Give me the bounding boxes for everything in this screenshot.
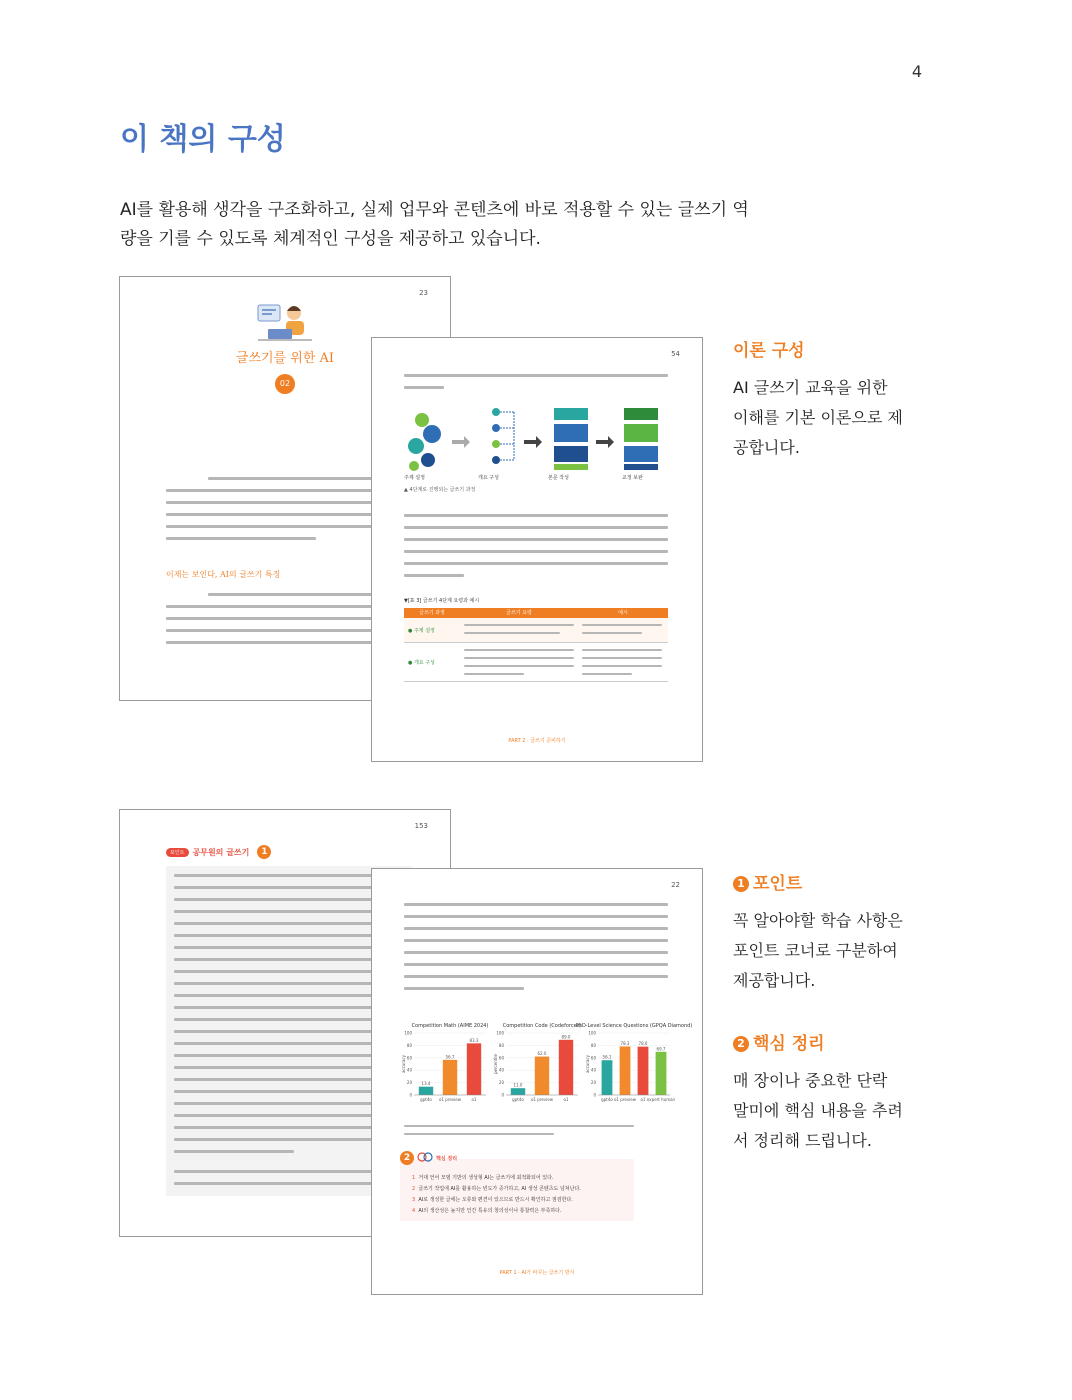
- bar-value-label: 56.1: [602, 1054, 612, 1060]
- y-tick-label: 20: [498, 1080, 504, 1086]
- bar-value-label: 69.7: [656, 1046, 666, 1052]
- x-tick-label: gpt4o: [512, 1097, 524, 1102]
- point-section: [733, 869, 903, 996]
- bar-value-label: 62.0: [537, 1051, 547, 1057]
- thumb-page-number: 22: [671, 881, 680, 889]
- table-title: ▼[표 3] 글쓰기 4단계 요령과 예시: [404, 598, 480, 604]
- table-row: [404, 618, 668, 643]
- y-tick-label: 100: [496, 1030, 504, 1036]
- bar-value-label: 83.3: [469, 1037, 479, 1043]
- chapter-title: 글쓰기를 위한 AI: [235, 351, 335, 366]
- thumb-page-54: [371, 337, 703, 762]
- point-header: [166, 844, 271, 860]
- four-step-process-diagram: [404, 402, 668, 482]
- chart-title: Competition Math (AIME 2024): [411, 1023, 489, 1029]
- y-tick-label: 60: [590, 1055, 596, 1061]
- table-row-label: ● 주제 설정: [408, 628, 435, 634]
- thumb-page-number: 54: [671, 350, 680, 358]
- theory-text: AI 글쓰기 교육을 위한 이해를 기본 이론으로 제공합니다.: [733, 378, 903, 457]
- chapter-number-badge: 02: [275, 374, 295, 394]
- x-tick-label: o1: [563, 1097, 569, 1102]
- summary-badge: 2: [400, 1151, 414, 1165]
- bar-value-label: 78.0: [638, 1041, 648, 1047]
- summary-list: [412, 1173, 581, 1217]
- y-tick-label: 80: [590, 1042, 596, 1048]
- summary-number-badge: 2: [733, 1036, 749, 1052]
- x-tick-label: o1: [640, 1097, 646, 1102]
- point-section-heading: 1 포인트: [733, 869, 903, 894]
- bar-value-label: 89.0: [561, 1034, 571, 1040]
- y-tick-label: 0: [409, 1092, 412, 1098]
- y-tick-label: 40: [406, 1067, 412, 1073]
- table-row-label: ● 개요 구성: [408, 660, 435, 666]
- thumb-page-number: 153: [414, 822, 428, 830]
- page-title: 이 책의 구성: [120, 122, 286, 157]
- y-tick-label: 100: [588, 1030, 596, 1036]
- theory-heading: 이론 구성: [733, 341, 805, 361]
- y-tick-label: 60: [498, 1055, 504, 1061]
- bar: [443, 1060, 457, 1095]
- table-header-cell: 예시: [618, 610, 628, 616]
- summary-title: 핵심 정리: [436, 1155, 458, 1162]
- process-table: [404, 608, 668, 683]
- y-tick-label: 0: [593, 1092, 596, 1098]
- writer-illustration-icon: [254, 299, 316, 343]
- summary-section-text: 매 장이나 중요한 단락 말미에 핵심 내용을 추려서 정리해 드립니다.: [733, 1071, 903, 1150]
- bar: [656, 1052, 667, 1095]
- bar: [535, 1057, 549, 1095]
- table-header-cell: 글쓰기 요령: [506, 610, 532, 616]
- x-tick-label: expert human: [646, 1097, 676, 1102]
- y-tick-label: 80: [406, 1042, 412, 1048]
- table-row: [404, 643, 668, 682]
- section-subheading: 이제는 보인다, AI의 글쓰기 특징: [166, 570, 281, 579]
- bar: [419, 1087, 433, 1095]
- y-tick-label: 60: [406, 1055, 412, 1061]
- bar-value-label: 11.0: [513, 1082, 523, 1088]
- bar: [511, 1088, 525, 1095]
- point-number-badge: 1: [733, 876, 749, 892]
- table-header-cell: 글쓰기 과정: [419, 610, 445, 616]
- theory-section: [733, 336, 903, 463]
- y-axis-label: percentile: [493, 1053, 498, 1075]
- thumb-page-22: [371, 868, 703, 1295]
- bar: [620, 1046, 631, 1095]
- bar: [559, 1040, 573, 1095]
- bar-value-label: 13.4: [421, 1081, 431, 1087]
- x-tick-label: o1: [471, 1097, 477, 1102]
- y-axis-label: accuracy: [585, 1054, 590, 1074]
- page-footer: PART 1 · AI가 바꾸는 글쓰기 방식: [499, 1270, 575, 1276]
- process-step-label: 개요 구성: [478, 475, 499, 481]
- x-tick-label: o1 preview: [530, 1097, 554, 1102]
- summary-item: 2 글쓰기 작업에 AI를 활용하는 빈도가 증가하고, AI 생성 콘텐츠도 넘쳐난다.: [412, 1186, 581, 1192]
- page-footer: PART 2 · 글쓰기 준비하기: [508, 738, 566, 744]
- summary-header: [400, 1151, 457, 1165]
- bar-value-label: 56.7: [445, 1054, 455, 1060]
- summary-section-heading: 2 핵심 정리: [733, 1029, 903, 1054]
- x-tick-label: gpt4o: [420, 1097, 432, 1102]
- chart-title: PhD-Level Science Questions (GPQA Diamond): [575, 1023, 693, 1029]
- summary-item: 4 AI의 생산성은 높지만 인간 특유의 창의성이나 통찰력은 부족하다.: [412, 1208, 562, 1214]
- point-heading: 공무원의 글쓰기: [192, 846, 250, 857]
- y-tick-label: 100: [404, 1030, 412, 1036]
- point-tag: 포인트: [166, 848, 189, 857]
- y-tick-label: 20: [590, 1080, 596, 1086]
- page-number: 4: [911, 62, 922, 81]
- y-tick-label: 0: [501, 1092, 504, 1098]
- table-header: [404, 608, 668, 618]
- y-tick-label: 20: [406, 1080, 412, 1086]
- x-tick-label: gpt4o: [601, 1097, 613, 1102]
- bar: [602, 1060, 613, 1095]
- process-step-label: 주제 설정: [404, 475, 425, 481]
- x-tick-label: o1 preview: [613, 1097, 637, 1102]
- y-tick-label: 40: [498, 1067, 504, 1073]
- bar: [638, 1047, 649, 1095]
- y-axis-label: accuracy: [401, 1054, 406, 1074]
- chart-title: Competition Code (Codeforces): [502, 1023, 582, 1029]
- process-step-label: 본문 작성: [548, 475, 569, 481]
- y-tick-label: 80: [498, 1042, 504, 1048]
- thumb-page-number: 23: [419, 289, 428, 297]
- process-step-label: 교정 보완: [622, 475, 643, 481]
- bar-value-label: 78.3: [620, 1040, 630, 1046]
- summary-item: 1 거대 언어 모델 기반의 생성형 AI는 글쓰기에 최적화되어 있다.: [412, 1175, 554, 1181]
- intro-text: AI를 활용해 생각을 구조화하고, 실제 업무와 콘텐츠에 바로 적용할 수 있는 글쓰기 역량을 기를 수 있도록 체계적인 구성을 제공하고 있습니다.: [120, 200, 749, 249]
- figure-caption: ▲ 4단계로 진행되는 글쓰기 과정: [404, 487, 476, 493]
- summary-box: [400, 1153, 634, 1221]
- magnifier-icon: [417, 1152, 433, 1164]
- point-section-text: 꼭 알아야할 학습 사항은 포인트 코너로 구분하여 제공합니다.: [733, 911, 903, 990]
- point-badge: 1: [257, 845, 271, 859]
- y-tick-label: 40: [590, 1067, 596, 1073]
- summary-section: [733, 1029, 903, 1156]
- x-tick-label: o1 preview: [438, 1097, 462, 1102]
- benchmark-charts: [401, 1019, 693, 1119]
- bar: [467, 1043, 481, 1095]
- summary-item: 3 AI로 생성한 글에는 오류와 편견이 있으므로 반드시 확인하고 점검한다.: [412, 1197, 573, 1203]
